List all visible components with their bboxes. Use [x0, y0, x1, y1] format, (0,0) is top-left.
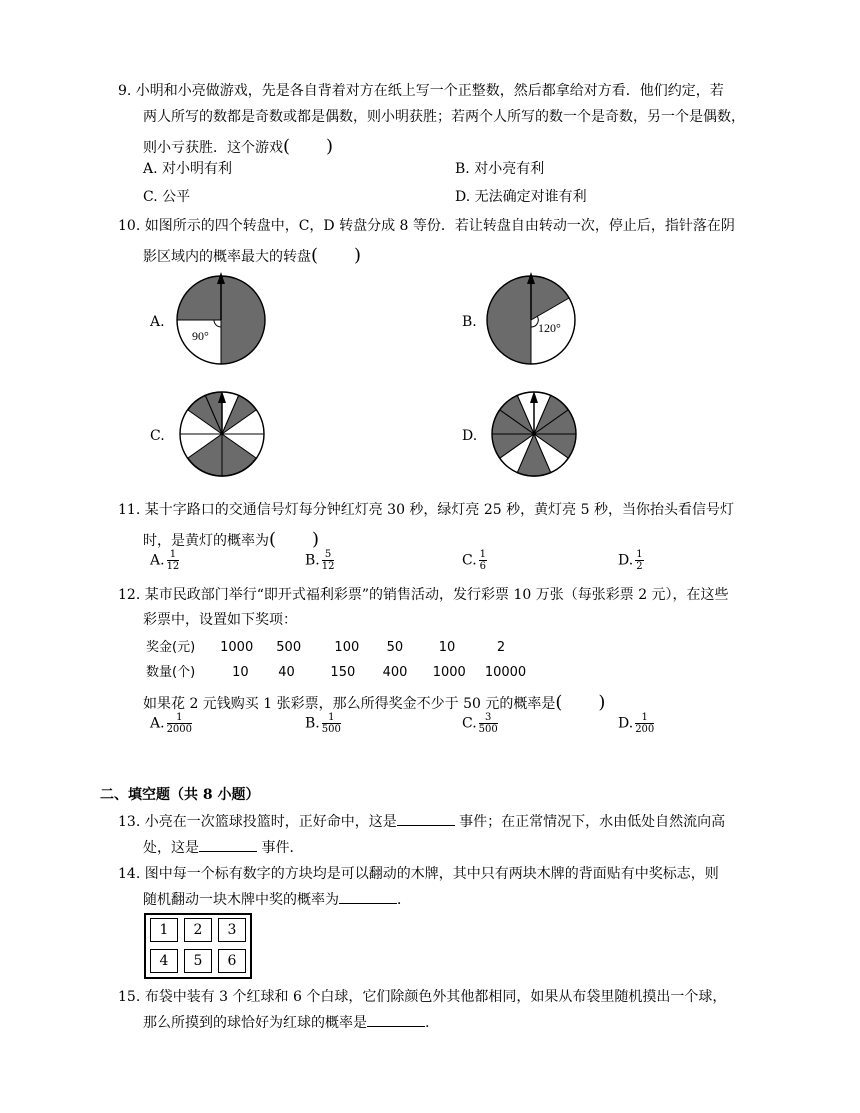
prize-amount-cell: 50	[386, 640, 404, 655]
tile-6[interactable]: 6	[218, 949, 246, 973]
q11-option-c-fraction	[479, 549, 487, 572]
q12-option-b-fraction	[322, 712, 341, 735]
q12-option-d-letter: D.	[618, 715, 634, 732]
tile-2[interactable]: 2	[184, 918, 212, 942]
q12-option-a-letter: A.	[150, 715, 165, 732]
q9-line3	[143, 132, 333, 158]
q11-option-d-num: 1	[636, 549, 643, 560]
tile-4[interactable]: 4	[150, 949, 178, 973]
spinner-a	[170, 270, 280, 374]
q12-option-c-letter: C.	[462, 715, 477, 732]
prize-amount-cell: 1000	[220, 640, 254, 655]
q14-blank[interactable]	[339, 891, 397, 904]
q9-line2: 两人所写的数都是奇数或都是偶数，则小明获胜；若两个人所写的数一个是奇数，另一个是偶数，	[143, 109, 745, 125]
q12-option-d-den: 200	[635, 724, 655, 735]
tile-board	[144, 913, 252, 979]
prize-count-cell: 150	[330, 665, 356, 680]
prize-count-cell: 40	[278, 665, 295, 680]
q12-option-c-den: 500	[478, 724, 498, 735]
q11-option-b-num: 5	[322, 549, 335, 561]
q10-line2	[143, 241, 361, 267]
q12-option-b-den: 500	[321, 724, 341, 735]
prize-amount-cell: 2	[496, 640, 506, 655]
q14-line2-text-b: ．	[397, 892, 411, 908]
q12-option-d-fraction	[635, 712, 654, 735]
q12-option-a-fraction	[167, 712, 192, 735]
q15-line1: 15. 布袋中装有 3 个红球和 6 个白球，它们除颜色外其他都相同，如果从布袋里随机摸出一个球，	[118, 989, 727, 1005]
q14-line2-text-a: 随机翻动一块木牌中奖的概率为	[143, 892, 339, 908]
q15-line2-text-a: 那么所摸到的球恰好为红球的概率是	[143, 1015, 367, 1031]
q13-line2-text-b: 事件．	[257, 840, 304, 856]
prize-amount-cell: 10	[438, 640, 456, 655]
q11-line2-text: 时，是黄灯的概率为	[143, 533, 269, 549]
prize-row-amount-label: 奖金(元)	[146, 640, 196, 655]
q12-option-b-letter: B.	[305, 715, 320, 732]
q14-line1: 14. 图中每一个标有数字的方块均是可以翻动的木牌，其中只有两块木牌的背面贴有中奖标志，则	[118, 866, 719, 882]
q10-line2-text: 影区域内的概率最大的转盘	[143, 249, 311, 265]
q11-option-b	[305, 549, 334, 572]
prize-amount-cell: 100	[334, 640, 360, 655]
q12-option-a	[150, 712, 192, 735]
q12-option-c	[462, 712, 498, 735]
prize-amount-cell: 500	[276, 640, 302, 655]
q11-option-d-den: 2	[636, 561, 643, 572]
q11-option-a-letter: A.	[150, 552, 165, 569]
q13-line1	[118, 811, 725, 831]
q12-option-d-num: 1	[635, 712, 654, 724]
q12-option-b-num: 1	[322, 712, 341, 724]
q10-label-b: B.	[462, 314, 477, 330]
q11-option-c-num: 1	[479, 549, 487, 560]
q12-option-c-fraction	[479, 712, 498, 735]
q11-line2	[143, 525, 319, 551]
q14-line2	[143, 889, 411, 909]
q11-option-a-den: 12	[166, 561, 180, 572]
q11-paren: ( )	[269, 529, 320, 550]
q10-label-a: A.	[150, 314, 165, 330]
tile-3[interactable]: 3	[218, 918, 246, 942]
q10-line1: 10. 如图所示的四个转盘中，C，D 转盘分成 8 等份．若让转盘自由转动一次，停止后，指针落在阴	[118, 218, 735, 234]
q9-line1: 9. 小明和小亮做游戏，先是各自背着对方在纸上写一个正整数，然后都拿给对方看．他们约定，若	[118, 83, 724, 99]
q9-option-d: D. 无法确定对谁有利	[455, 189, 587, 205]
q12-paren: ( )	[555, 692, 606, 713]
q9-line3-text: 则小亏获胜．这个游戏	[143, 140, 283, 156]
q11-option-d-fraction	[635, 549, 643, 572]
q11-option-d-letter: D.	[618, 552, 634, 569]
q11-option-a	[150, 549, 179, 572]
tile-5[interactable]: 5	[184, 949, 212, 973]
q11-option-c-letter: C.	[462, 552, 477, 569]
spinner-b	[482, 270, 592, 374]
q11-option-c-den: 6	[479, 561, 487, 572]
prize-count-cell: 10000	[484, 665, 527, 680]
q12-option-c-num: 3	[479, 712, 498, 724]
prize-count-cell: 10	[232, 665, 249, 680]
q12-line1: 12. 某市民政部门举行“即开式福利彩票”的销售活动，发行彩票 10 万张（每张彩票 2 元），在这些	[118, 587, 729, 603]
q11-option-c	[462, 549, 487, 572]
q10-paren: ( )	[311, 245, 362, 266]
spinner-a-angle: 90°	[192, 329, 209, 343]
q11-line1: 11. 某十字路口的交通信号灯每分钟红灯亮 30 秒，绿灯亮 25 秒，黄灯亮 5 秒，当你抬头看信号灯	[118, 502, 734, 518]
spinner-c	[176, 388, 268, 480]
q15-line2	[143, 1012, 429, 1032]
q13-blank-1[interactable]	[397, 813, 455, 826]
q10-label-c: C.	[150, 428, 165, 444]
q13-line2-text-a: 处，这是	[143, 840, 199, 856]
q11-option-a-fraction	[167, 549, 180, 572]
section-title: 二、填空题（共 8 小题）	[100, 787, 260, 803]
q15-blank[interactable]	[367, 1014, 425, 1027]
prize-row-count-label: 数量(个)	[146, 665, 196, 680]
q12-option-b	[305, 712, 341, 735]
tile-1[interactable]: 1	[150, 918, 178, 942]
prize-count-cell: 400	[382, 665, 408, 680]
q12-option-a-den: 2000	[166, 724, 193, 735]
q12-option-d	[618, 712, 654, 735]
q13-line2	[143, 837, 303, 857]
q11-option-b-den: 12	[321, 561, 335, 572]
q15-line2-text-b: .	[425, 1015, 430, 1031]
prize-count-cell: 1000	[432, 665, 466, 680]
q12-line3-text: 如果花 2 元钱购买 1 张彩票，那么所得奖金不少于 50 元的概率是	[143, 696, 556, 712]
q10-label-d: D.	[462, 428, 478, 444]
q13-line1-text-a: 13. 小亮在一次篮球投篮时，正好命中，这是	[118, 814, 397, 830]
q13-line1-text-b: 事件；在正常情况下，水由低处自然流向高	[454, 814, 726, 830]
q11-option-b-letter: B.	[305, 552, 320, 569]
q12-line2: 彩票中，设置如下奖项：	[143, 612, 297, 628]
q9-option-b: B. 对小亮有利	[455, 161, 545, 177]
q9-option-a: A. 对小明有利	[143, 161, 233, 177]
q13-blank-2[interactable]	[199, 839, 257, 852]
q11-option-d	[618, 549, 644, 572]
prize-row-count	[146, 661, 535, 680]
q9-paren: ( )	[283, 136, 334, 157]
q9-option-c: C. 公平	[143, 189, 191, 205]
q12-line3	[143, 688, 605, 714]
q12-option-a-num: 1	[167, 712, 192, 724]
spinner-d	[488, 388, 580, 480]
prize-row-amount	[146, 636, 537, 655]
q11-option-a-num: 1	[167, 549, 180, 561]
q11-option-b-fraction	[322, 549, 335, 572]
spinner-b-angle: 120°	[538, 321, 561, 335]
